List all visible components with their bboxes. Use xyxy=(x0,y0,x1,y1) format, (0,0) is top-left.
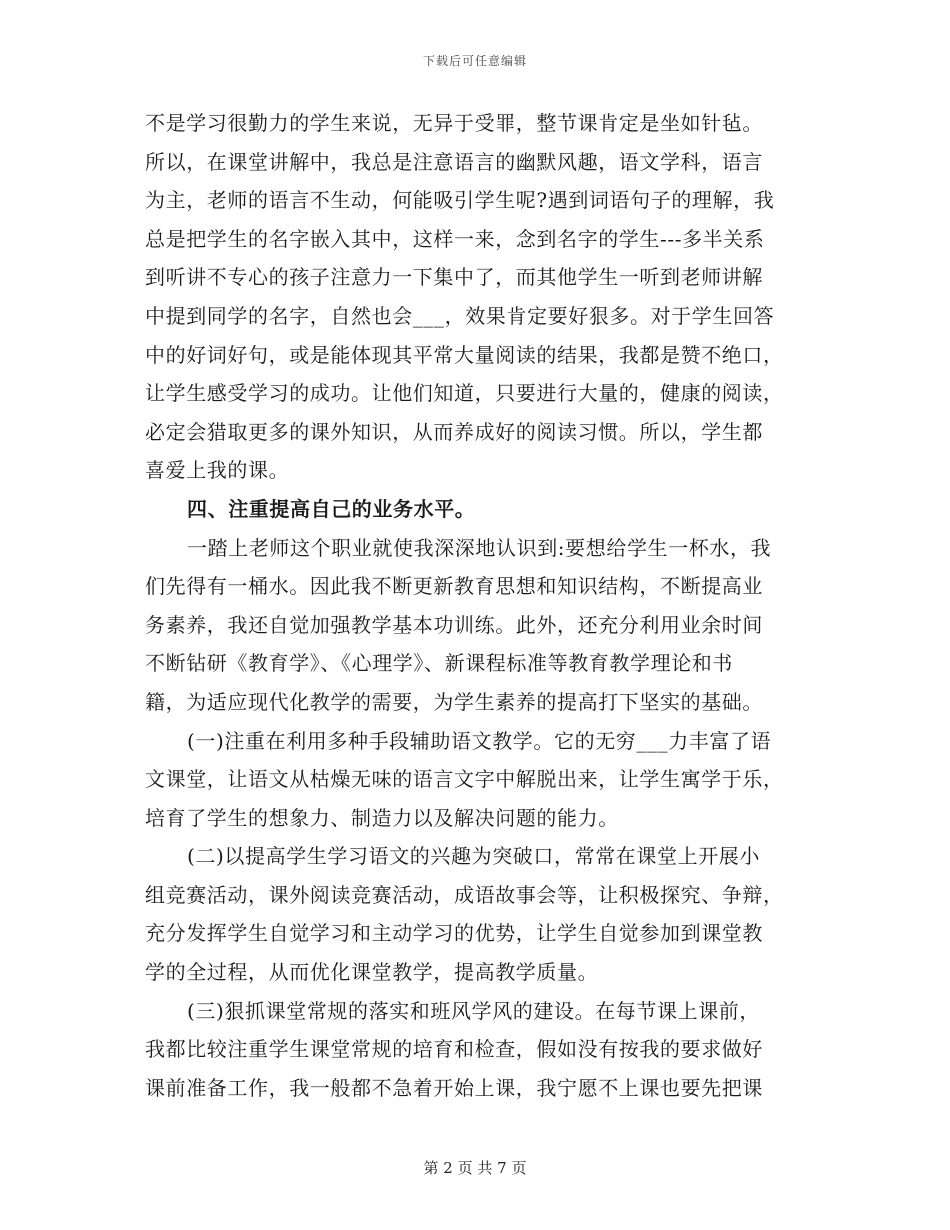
text-line: 一踏上老师这个职业就使我深深地认识到:要想给学生一杯水，我 xyxy=(187,535,772,560)
text-line: 们先得有一桶水。因此我不断更新教育思想和知识结构，不断提高业 xyxy=(145,574,763,599)
text-line: (二)以提高学生学习语文的兴趣为突破口，常常在课堂上开展小 xyxy=(187,844,761,869)
text-line: 学的全过程，从而优化课堂教学，提高教学质量。 xyxy=(145,960,599,985)
text-line: 不是学习很勤力的学生来说，无异于受罪，整节课肯定是坐如针毡。 xyxy=(145,111,763,135)
text-line: 中的好词好句，或是能体现其平常大量阅读的结果，我都是赞不绝口， xyxy=(145,342,784,367)
text-line: 组竞赛活动，课外阅读竞赛活动，成语故事会等，让积极探究、争辩， xyxy=(145,882,784,907)
text-line: (一)注重在利用多种手段辅助语文教学。它的无穷___力丰富了语 xyxy=(187,728,772,753)
text-line: 为主，老师的语言不生动，何能吸引学生呢?遇到词语句子的理解，我 xyxy=(145,188,775,213)
text-line: 让学生感受学习的成功。让他们知道，只要进行大量的，健康的阅读， xyxy=(145,381,784,406)
section-heading: 四、注重提高自己的业务水平。 xyxy=(187,496,476,521)
text-line: 培育了学生的想象力、制造力以及解决问题的能力。 xyxy=(145,805,619,830)
text-line: 喜爱上我的课。 xyxy=(145,458,290,483)
text-line: 中提到同学的名字，自然也会___，效果肯定要好狠多。对于学生回答 xyxy=(145,303,775,328)
text-line: 充分发挥学生自觉学习和主动学习的优势，让学生自觉参加到课堂教 xyxy=(145,921,763,946)
text-line: 课前准备工作，我一般都不急着开始上课，我宁愿不上课也要先把课 xyxy=(145,1075,763,1100)
text-line: 总是把学生的名字嵌入其中，这样一来，念到名字的学生---多半关系 xyxy=(145,226,765,251)
text-line: 所以，在课堂讲解中，我总是注意语言的幽默风趣，语文学科，语言 xyxy=(145,149,763,174)
text-line: 到听讲不专心的孩子注意力一下集中了，而其他学生一听到老师讲解 xyxy=(145,265,763,290)
text-line: 文课堂，让语文从枯燥无味的语言文字中解脱出来，让学生寓学于乐， xyxy=(145,767,784,792)
text-line: 籍，为适应现代化教学的需要，为学生素养的提高打下坚实的基础。 xyxy=(145,689,763,714)
document-body xyxy=(145,104,805,1107)
page-footer-number: 第 2 页 共 7 页 xyxy=(423,1159,527,1177)
text-line: 务素养，我还自觉加强教学基本功训练。此外，还充分利用业余时间 xyxy=(145,612,763,637)
text-line: 我都比较注重学生课堂常规的培育和检查，假如没有按我的要求做好 xyxy=(145,1037,763,1062)
page-header-note: 下载后可任意编辑 xyxy=(422,54,527,68)
text-line: 必定会猎取更多的课外知识，从而养成好的阅读习惯。所以，学生都 xyxy=(145,419,763,444)
text-line: 不断钻研《教育学》、《心理学》、新课程标准等教育教学理论和书 xyxy=(145,651,733,676)
text-line: (三)狠抓课堂常规的落实和班风学风的建设。在每节课上课前， xyxy=(187,998,761,1023)
